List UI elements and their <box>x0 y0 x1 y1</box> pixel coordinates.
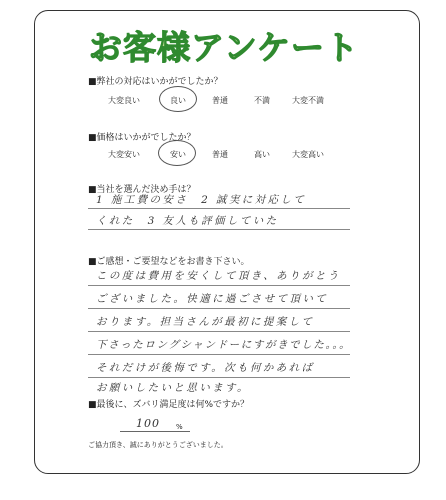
question-satisfaction: ■最後に、ズバリ満足度は何%ですか？ <box>88 400 250 410</box>
option[interactable]: 普通 <box>212 150 228 159</box>
option-selected[interactable]: 安い <box>170 150 186 159</box>
question-service: ■弊社の対応はいかがでしたか？ <box>88 77 223 87</box>
option[interactable]: 大変安い <box>108 150 140 159</box>
option-selected[interactable]: 良い <box>170 96 186 105</box>
answer-line: 1 施工費の安さ 2 誠実に対応して <box>96 194 307 206</box>
option[interactable]: 不満 <box>254 96 270 105</box>
option[interactable]: 大変高い <box>292 150 324 159</box>
answer-rule <box>88 331 350 332</box>
option[interactable]: 普通 <box>212 96 228 105</box>
answer-rule <box>88 377 350 378</box>
option[interactable]: 高い <box>254 150 270 159</box>
question-deciding-factor: ■当社を選んだ決め手は？ <box>88 185 196 195</box>
page-title: お客様アンケート <box>88 28 360 67</box>
answer-rule <box>88 208 350 209</box>
percent-unit: % <box>176 423 183 431</box>
answer-rule <box>88 354 350 355</box>
answer-line: 下さったロングシャンドーにすがきでした。。。 <box>96 339 352 351</box>
answer-rule <box>88 229 350 230</box>
selection-circle <box>159 86 197 112</box>
answer-line: ございました。快適に過ごさせて頂いて <box>96 293 329 305</box>
answer-line: この度は費用を安くして頂き、ありがとう <box>96 270 341 282</box>
satisfaction-value: 100 <box>136 417 160 430</box>
option[interactable]: 大変良い <box>108 96 140 105</box>
answer-line: くれた 3 友人も評価していた <box>96 215 279 227</box>
question-price: ■価格はいかがでしたか？ <box>88 133 196 143</box>
satisfaction-rule <box>120 431 190 432</box>
answer-line: お願いしたいと思います。 <box>96 382 250 394</box>
answer-line: それだけが後悔です。次も何かあれば <box>96 362 315 374</box>
answer-rule <box>88 308 350 309</box>
option[interactable]: 大変不満 <box>292 96 324 105</box>
answer-rule <box>88 285 350 286</box>
answer-line: おります。担当さんが最初に提案して <box>96 316 315 328</box>
question-comments: ■ご感想・ご要望などをお書き下さい。 <box>88 257 250 267</box>
selection-circle <box>158 140 196 166</box>
footer-thanks: ご協力頂き、誠にありがとうございました。 <box>88 441 228 449</box>
